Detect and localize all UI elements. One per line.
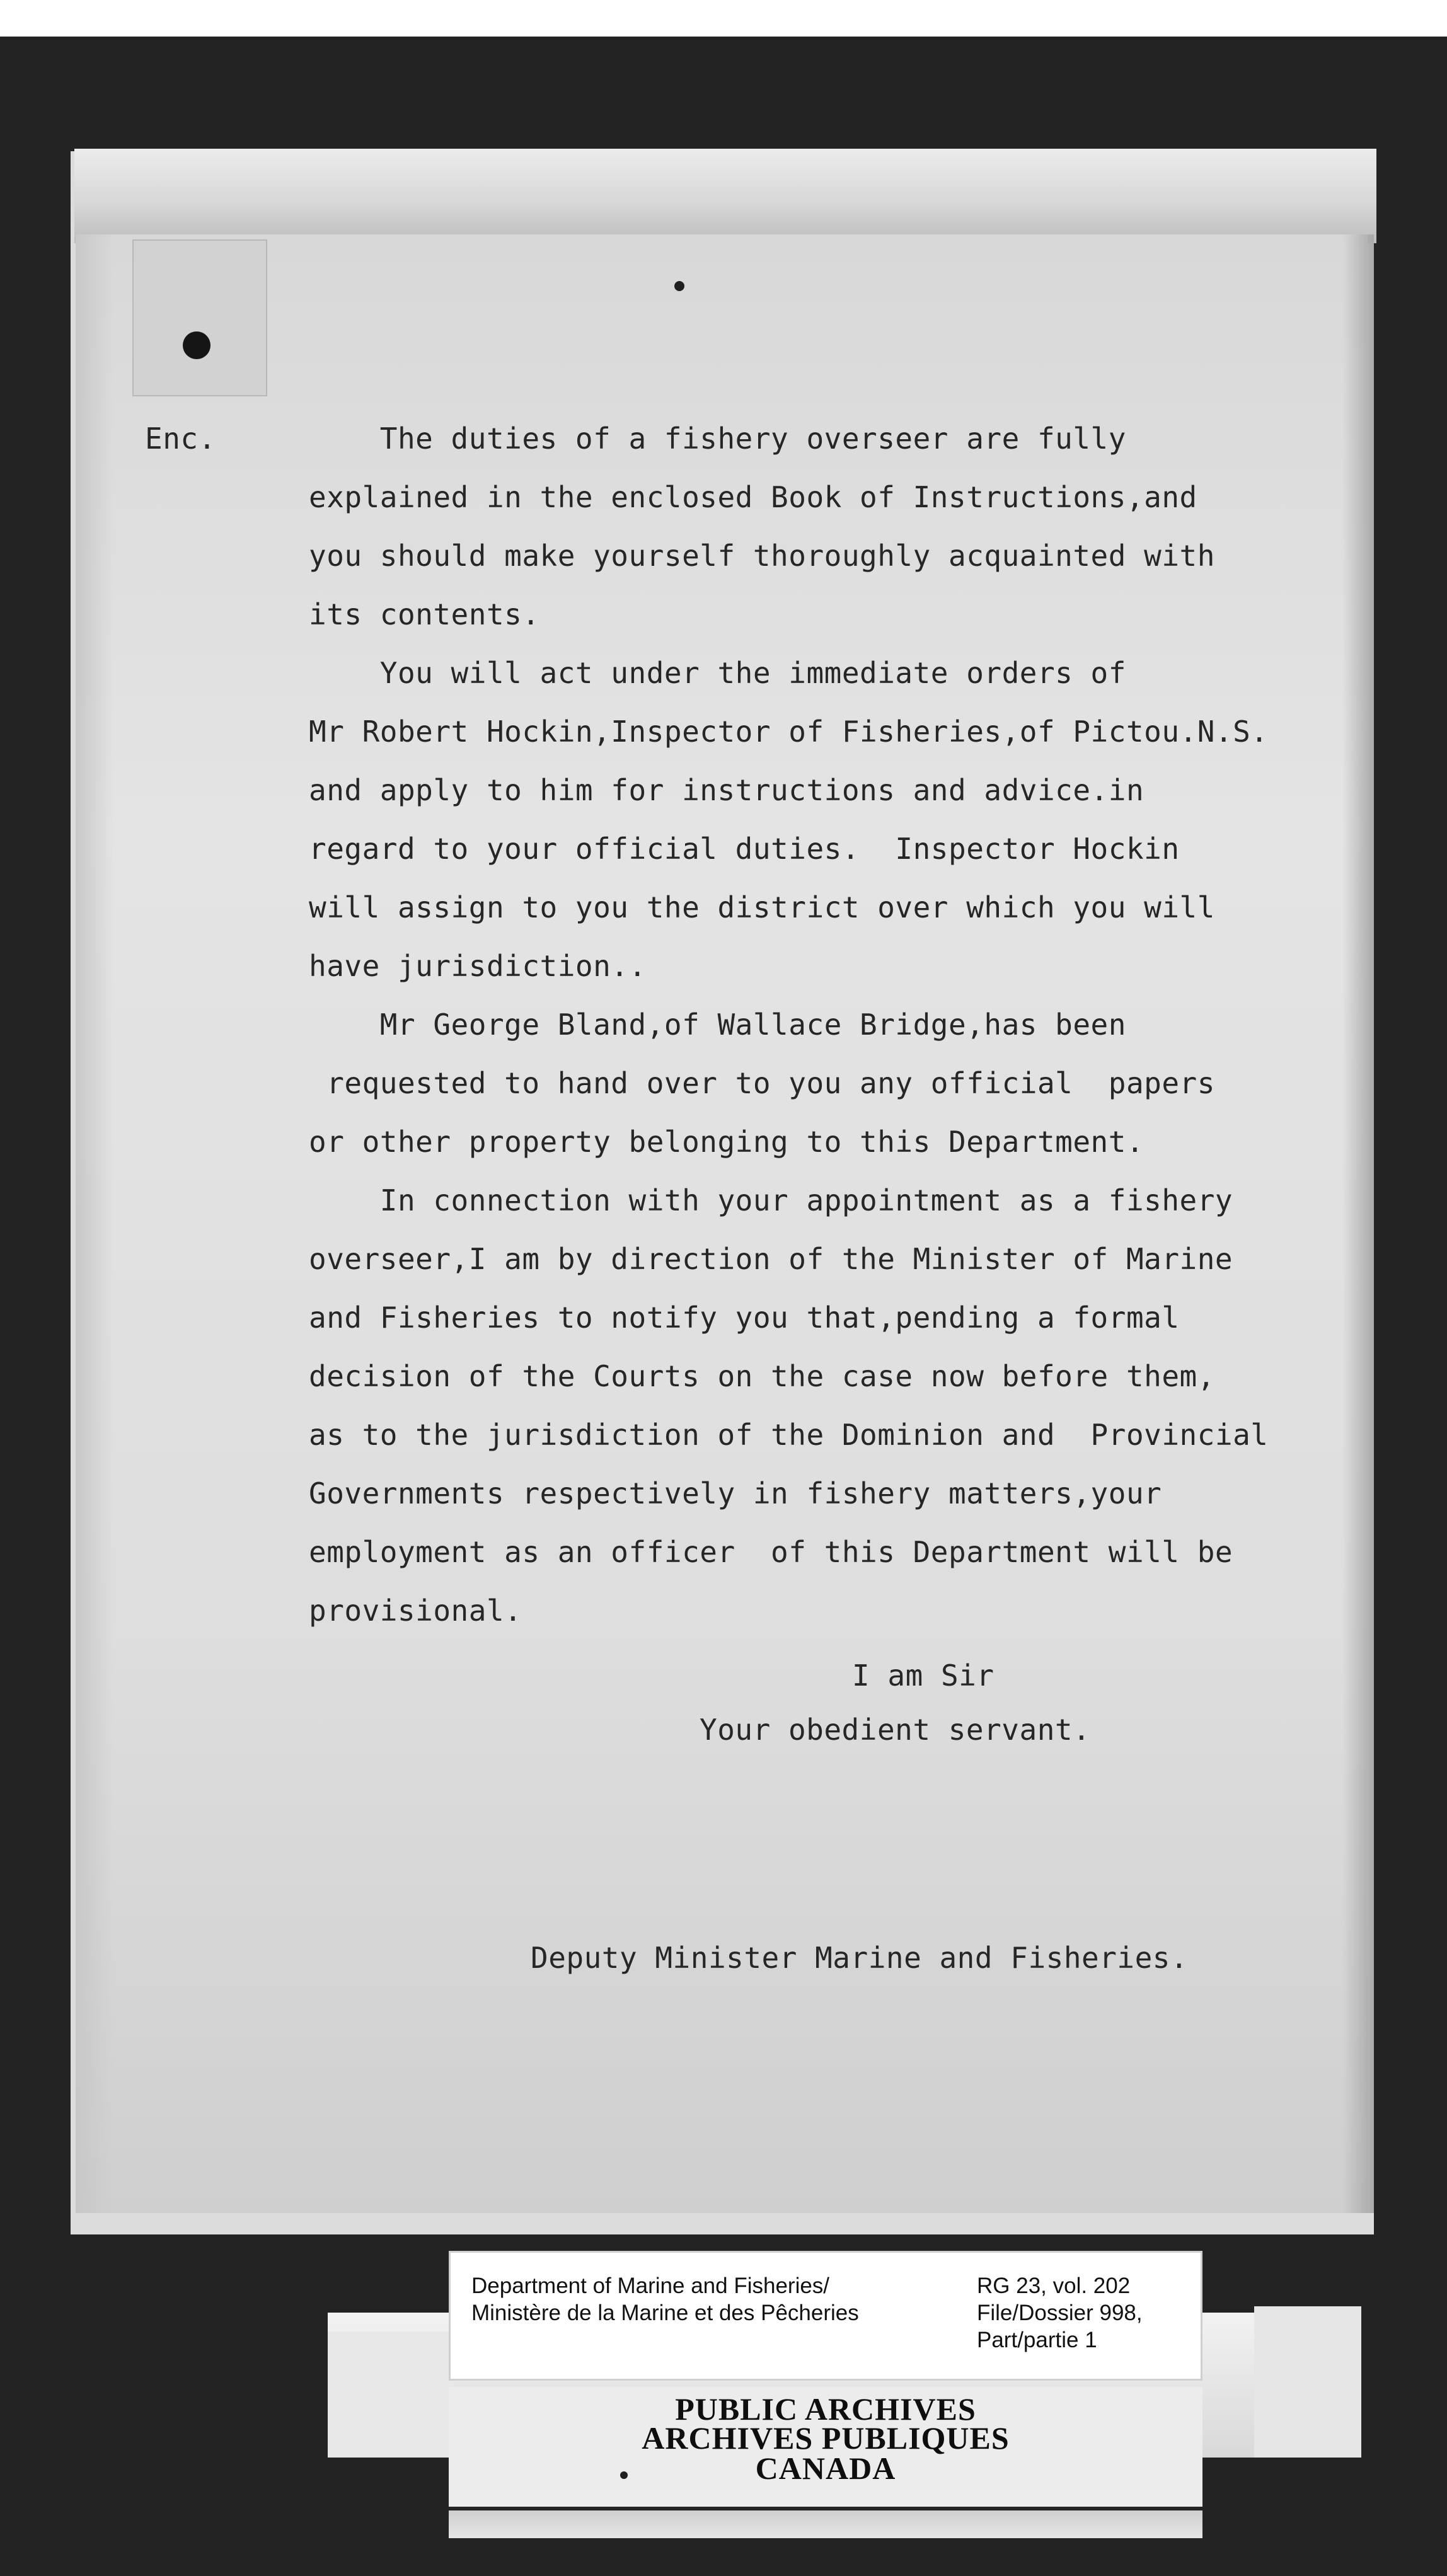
- letter-line: its contents.: [309, 597, 540, 631]
- department-name-en: Department of Marine and Fisheries/: [471, 2274, 830, 2298]
- stamp-line-archives-publiques: ARCHIVES PUBLIQUES: [642, 2420, 1010, 2456]
- archive-bottom-strip: [449, 2510, 1202, 2538]
- letter-line: and apply to him for instructions and advice.in: [309, 773, 1144, 807]
- department-name-fr: Ministère de la Marine et des Pêcheries: [471, 2301, 859, 2325]
- closing-salutation: I am Sir: [852, 1659, 994, 1693]
- archive-reference: [977, 2272, 1143, 2354]
- reference-part: Part/partie 1: [977, 2328, 1097, 2352]
- letter-line: you should make yourself thoroughly acquainted with: [309, 539, 1215, 573]
- reference-volume: RG 23, vol. 202: [977, 2274, 1131, 2298]
- ink-speck: [674, 281, 684, 291]
- letter-line: requested to hand over to you any official papers: [309, 1066, 1215, 1100]
- letter-line: as to the jurisdiction of the Dominion and Provincial: [309, 1418, 1269, 1452]
- archive-tab-left: [328, 2332, 454, 2458]
- letter-line: or other property belonging to this Department.: [309, 1125, 1144, 1159]
- letter-line: will assign to you the district over which you will: [309, 890, 1215, 924]
- letter-line: decision of the Courts on the case now before them,: [309, 1359, 1215, 1393]
- archive-tab-right: [1254, 2306, 1361, 2458]
- stamp-line-public-archives: PUBLIC ARCHIVES: [675, 2391, 976, 2427]
- sheet-top-edge: [74, 149, 1376, 243]
- sheet-right-edge: [1342, 234, 1374, 2213]
- ink-speck: [620, 2471, 628, 2479]
- stamp-line-canada: CANADA: [755, 2451, 896, 2486]
- letter-line: Mr George Bland,of Wallace Bridge,has been: [309, 1008, 1126, 1042]
- letter-line: You will act under the immediate orders of: [309, 656, 1126, 690]
- letter-line: have jurisdiction..: [309, 949, 647, 983]
- letter-line: employment as an officer of this Department will be: [309, 1535, 1233, 1569]
- letter-body: [309, 410, 1269, 1640]
- closing-servant: Your obedient servant.: [700, 1713, 1091, 1747]
- letter-line: and Fisheries to notify you that,pending a formal: [309, 1301, 1180, 1335]
- letter-line: provisional.: [309, 1594, 522, 1628]
- letter-line: regard to your official duties. Inspector Hockin: [309, 832, 1180, 866]
- torn-corner-patch: [132, 239, 267, 396]
- punch-hole-icon: [183, 331, 210, 359]
- signature-title: Deputy Minister Marine and Fisheries.: [531, 1941, 1189, 1975]
- department-name: [471, 2272, 859, 2326]
- letter-line: Governments respectively in fishery matters,your: [309, 1476, 1162, 1510]
- letter-line: Mr Robert Hockin,Inspector of Fisheries,of Pictou.N.S.: [309, 715, 1269, 749]
- enclosure-mark: Enc.: [145, 422, 216, 456]
- letter-line: overseer,I am by direction of the Minister of Marine: [309, 1242, 1233, 1276]
- letter-line: The duties of a fishery overseer are fully: [309, 422, 1126, 456]
- sheet-left-shadow: [76, 234, 113, 2213]
- letter-line: In connection with your appointment as a fishery: [309, 1183, 1233, 1217]
- letter-line: explained in the enclosed Book of Instructions,and: [309, 480, 1197, 514]
- reference-file: File/Dossier 998,: [977, 2301, 1143, 2325]
